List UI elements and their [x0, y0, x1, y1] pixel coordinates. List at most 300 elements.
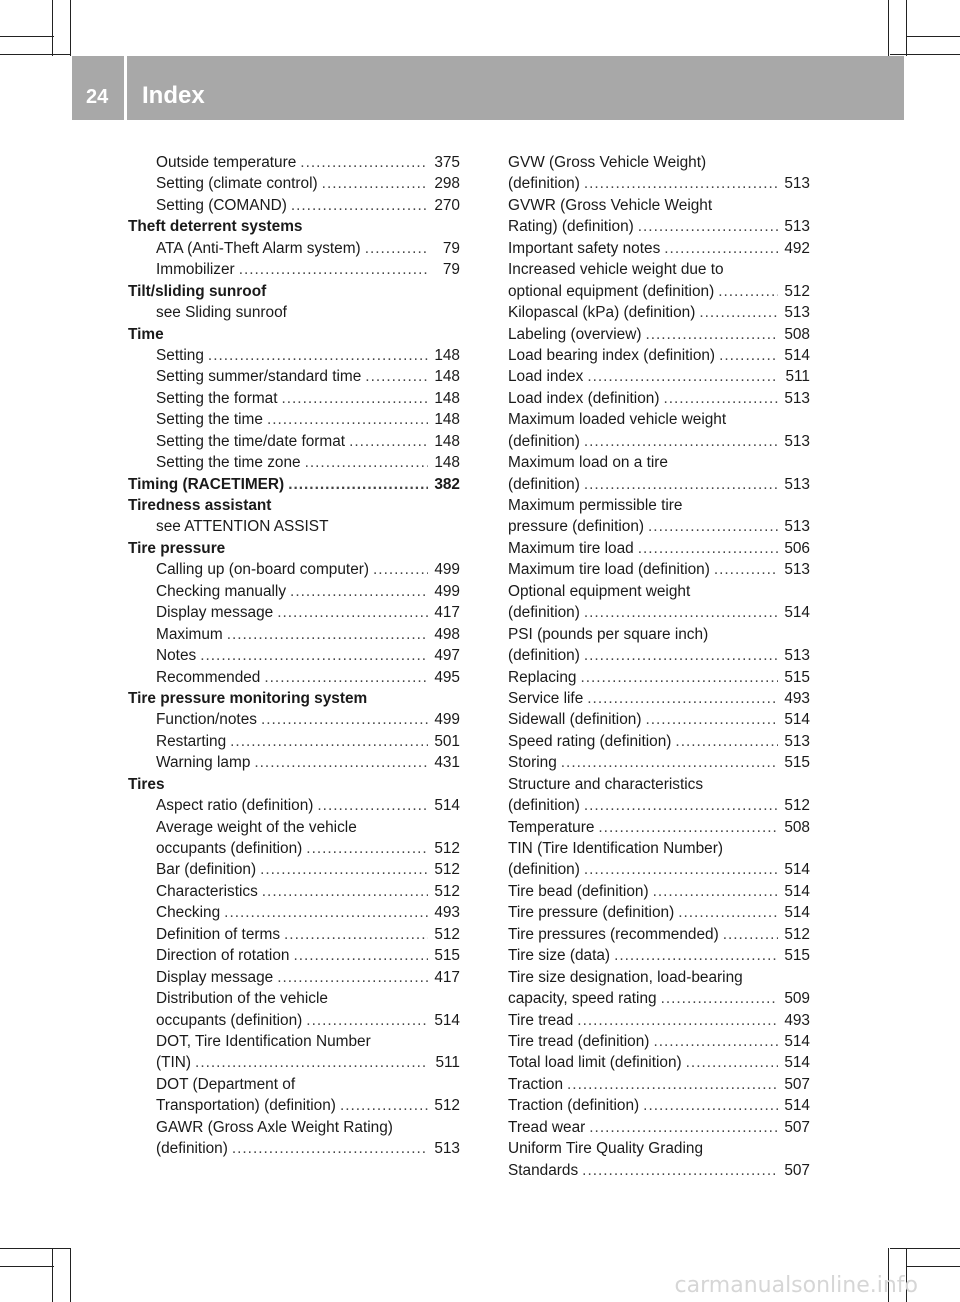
entry-text: Standards: [508, 1161, 579, 1179]
entry-text: (definition): [156, 1140, 228, 1158]
entry-page-number: 515: [784, 668, 810, 686]
entry-page-number: 499: [434, 561, 460, 579]
entry-text: Sidewall (definition): [508, 711, 642, 729]
dot-leader: [653, 881, 778, 902]
entry-text: Storing: [508, 754, 557, 772]
entry-page-number: 513: [784, 732, 810, 750]
dot-leader: [290, 581, 428, 602]
index-entry: [508, 731, 810, 752]
entry-page-number: 514: [784, 861, 810, 879]
entry-page-number: 507: [784, 1075, 810, 1093]
dot-leader: [224, 902, 428, 923]
index-entry: [508, 881, 810, 902]
entry-text: Load index: [508, 368, 584, 386]
entry-text: ATA (Anti-Theft Alarm system): [156, 239, 361, 257]
dot-leader: [584, 431, 778, 452]
dot-leader: [643, 1095, 778, 1116]
entry-text: Maximum tire load: [508, 539, 634, 557]
dot-leader: [260, 859, 428, 880]
dot-leader: [365, 238, 428, 259]
entry-text: Timing (RACETIMER): [128, 475, 285, 493]
entry-text: (definition): [508, 604, 580, 622]
entry-text: Setting the time/date format: [156, 432, 346, 450]
entry-text: pressure (definition): [508, 518, 645, 536]
entry-page-number: 512: [434, 1097, 460, 1115]
entry-page-number: 148: [434, 432, 460, 450]
entry-text: Temperature: [508, 818, 595, 836]
entry-page-number: 513: [784, 518, 810, 536]
entry-text: Tire size (data): [508, 947, 611, 965]
index-entry: [508, 173, 810, 194]
dot-leader: [365, 366, 428, 387]
dot-leader: [195, 1052, 428, 1073]
dot-leader: [373, 559, 428, 580]
entry-page-number: 513: [784, 304, 810, 322]
index-entry: Average weight of the vehicle: [156, 818, 357, 836]
dot-leader: [300, 152, 428, 173]
index-entry: Maximum load on a tire: [508, 454, 668, 472]
crop-mark: [0, 54, 70, 55]
entry-text: Tire tread (definition): [508, 1032, 650, 1050]
entry-page-number: 499: [434, 582, 460, 600]
dot-leader: [264, 667, 428, 688]
entry-text: Checking: [156, 904, 221, 922]
entry-text: Maximum tire load (definition): [508, 561, 710, 579]
dot-leader: [723, 924, 778, 945]
index-entry: [508, 752, 810, 773]
index-entry: [128, 1052, 460, 1073]
index-entry: [508, 945, 810, 966]
index-entry: Distribution of the vehicle: [156, 990, 328, 1008]
dot-leader: [200, 645, 428, 666]
entry-text: Warning lamp: [156, 754, 251, 772]
entry-text: Setting: [156, 346, 204, 364]
index-entry: [508, 988, 810, 1009]
index-entry: [128, 945, 460, 966]
dot-leader: [577, 1010, 778, 1031]
entry-page-number: 497: [434, 647, 460, 665]
entry-text: Tire pressure (definition): [508, 904, 675, 922]
dot-leader: [587, 366, 778, 387]
entry-page-number: 513: [784, 647, 810, 665]
dot-leader: [262, 881, 428, 902]
index-entry: [508, 709, 810, 730]
entry-text: Function/notes: [156, 711, 257, 729]
index-entry: GVW (Gross Vehicle Weight): [508, 154, 707, 171]
dot-leader: [648, 516, 778, 537]
entry-page-number: 514: [784, 1097, 810, 1115]
dot-leader: [293, 945, 428, 966]
index-entry: [508, 1074, 810, 1095]
entry-page-number: 148: [434, 346, 460, 364]
index-entry: [128, 602, 460, 623]
entry-page-number: 148: [434, 411, 460, 429]
entry-text: Replacing: [508, 668, 577, 686]
index-entry: [508, 688, 810, 709]
crop-mark: [70, 0, 71, 56]
entry-text: Setting (climate control): [156, 175, 318, 193]
dot-leader: [227, 624, 428, 645]
index-entry: [508, 1052, 810, 1073]
entry-page-number: 515: [784, 754, 810, 772]
entry-page-number: 513: [784, 175, 810, 193]
index-entry: Increased vehicle weight due to: [508, 261, 724, 279]
index-entry: [128, 645, 460, 666]
index-entry: [128, 581, 460, 602]
index-entry: [508, 667, 810, 688]
index-entry: [508, 516, 810, 537]
entry-text: Important safety notes: [508, 239, 661, 257]
entry-page-number: 512: [784, 797, 810, 815]
index-column-left: [128, 152, 460, 1160]
index-column-right: [508, 152, 810, 1181]
entry-text: Traction: [508, 1075, 564, 1093]
index-entry: [508, 324, 810, 345]
index-entry: [508, 281, 810, 302]
index-entry: [508, 795, 810, 816]
section-title: Index: [142, 82, 205, 109]
entry-page-number: 382: [434, 475, 460, 493]
index-entry: DOT, Tire Identification Number: [156, 1032, 371, 1050]
index-entry: see ATTENTION ASSIST: [156, 518, 329, 536]
entry-text: (definition): [508, 797, 580, 815]
entry-text: Direction of rotation: [156, 947, 290, 965]
entry-text: (TIN): [156, 1054, 192, 1072]
crop-mark: [888, 0, 889, 56]
dot-leader: [284, 924, 428, 945]
page-number: 24: [86, 86, 109, 108]
dot-leader: [584, 474, 778, 495]
entry-text: Calling up (on-board computer): [156, 561, 370, 579]
entry-page-number: 417: [434, 968, 460, 986]
entry-page-number: 511: [435, 1054, 460, 1072]
entry-page-number: 514: [434, 1011, 460, 1029]
index-entry: TIN (Tire Identification Number): [508, 840, 723, 857]
entry-text: Rating) (definition): [508, 218, 634, 236]
index-entry: [128, 709, 460, 730]
entry-page-number: 79: [442, 239, 460, 257]
dot-leader: [261, 709, 428, 730]
entry-page-number: 493: [784, 689, 810, 707]
entry-text: (definition): [508, 647, 580, 665]
index-entry: [128, 195, 460, 216]
dot-leader: [317, 795, 428, 816]
dot-leader: [584, 859, 778, 880]
index-entry: [508, 817, 810, 838]
index-heading: Tire pressure monitoring system: [128, 689, 368, 707]
index-entry: [128, 388, 460, 409]
entry-text: Setting the time zone: [156, 454, 301, 472]
dot-leader: [582, 1160, 778, 1181]
entry-page-number: 513: [784, 475, 810, 493]
dot-leader: [614, 945, 778, 966]
entry-text: Notes: [156, 647, 197, 665]
entry-text: Total load limit (definition): [508, 1054, 682, 1072]
dot-leader: [239, 259, 428, 280]
entry-text: Tire tread: [508, 1011, 574, 1029]
dot-leader: [349, 431, 428, 452]
entry-text: Characteristics: [156, 882, 258, 900]
index-entry: [128, 859, 460, 880]
crop-mark: [52, 0, 53, 56]
entry-page-number: 501: [434, 732, 460, 750]
dot-leader: [267, 409, 428, 430]
crop-mark: [0, 36, 54, 37]
dot-leader: [686, 1052, 778, 1073]
index-entry: [128, 924, 460, 945]
entry-text: Maximum: [156, 625, 223, 643]
entry-text: Definition of terms: [156, 925, 281, 943]
index-entry: [128, 409, 460, 430]
index-entry: Structure and characteristics: [508, 775, 704, 793]
entry-text: Bar (definition): [156, 861, 257, 879]
entry-text: Speed rating (definition): [508, 732, 672, 750]
dot-leader: [306, 838, 428, 859]
entry-text: optional equipment (definition): [508, 282, 715, 300]
entry-text: Restarting: [156, 732, 227, 750]
entry-page-number: 512: [434, 925, 460, 943]
entry-text: Tire bead (definition): [508, 882, 649, 900]
dot-leader: [322, 173, 428, 194]
entry-text: Aspect ratio (definition): [156, 797, 314, 815]
entry-page-number: 514: [434, 797, 460, 815]
dot-leader: [580, 667, 778, 688]
entry-page-number: 417: [434, 604, 460, 622]
dot-leader: [305, 452, 428, 473]
dot-leader: [675, 731, 778, 752]
dot-leader: [589, 1117, 778, 1138]
entry-page-number: 79: [442, 261, 460, 279]
entry-page-number: 514: [784, 1054, 810, 1072]
entry-text: Service life: [508, 689, 584, 707]
entry-page-number: 515: [784, 947, 810, 965]
index-entry: [128, 345, 460, 366]
index-entry: [128, 173, 460, 194]
index-entry: GVWR (Gross Vehicle Weight: [508, 196, 713, 214]
index-entry: [508, 559, 810, 580]
index-entry: [508, 924, 810, 945]
entry-page-number: 514: [784, 904, 810, 922]
header-divider: [124, 56, 127, 120]
crop-mark: [52, 1248, 53, 1302]
dot-leader: [208, 345, 428, 366]
index-entry: Tire size designation, load-bearing: [508, 968, 743, 986]
dot-leader: [230, 731, 428, 752]
entry-page-number: 513: [784, 561, 810, 579]
dot-leader: [718, 281, 778, 302]
index-entry: [508, 1010, 810, 1031]
entry-text: Setting summer/standard time: [156, 368, 362, 386]
index-entry: [128, 1095, 460, 1116]
index-entry: [508, 302, 810, 323]
entry-page-number: 492: [784, 239, 810, 257]
index-entry: GAWR (Gross Axle Weight Rating): [156, 1118, 393, 1136]
entry-text: Tire pressures (recommended): [508, 925, 719, 943]
entry-text: Setting the time: [156, 411, 263, 429]
index-entry: [508, 474, 810, 495]
index-entry: Uniform Tire Quality Grading: [508, 1140, 704, 1158]
dot-leader: [340, 1095, 428, 1116]
dot-leader: [638, 538, 778, 559]
index-entry: [508, 645, 810, 666]
index-entry: Maximum loaded vehicle weight: [508, 411, 727, 429]
index-entry: [128, 881, 460, 902]
index-entry: [128, 967, 460, 988]
entry-text: Tread wear: [508, 1118, 586, 1136]
entry-text: (definition): [508, 432, 580, 450]
dot-leader: [587, 688, 778, 709]
index-entry: [128, 431, 460, 452]
entry-page-number: 514: [784, 882, 810, 900]
entry-text: occupants (definition): [156, 1011, 303, 1029]
index-entry: [508, 538, 810, 559]
index-heading: Tilt/sliding sunroof: [128, 282, 267, 300]
entry-text: Display message: [156, 968, 274, 986]
dot-leader: [281, 388, 428, 409]
dot-leader: [277, 967, 428, 988]
dot-leader: [584, 602, 778, 623]
entry-page-number: 375: [434, 154, 460, 171]
index-entry: [128, 1010, 460, 1031]
crop-mark: [906, 1266, 960, 1267]
entry-text: Setting the format: [156, 389, 278, 407]
dot-leader: [638, 216, 778, 237]
entry-text: Setting (COMAND): [156, 196, 287, 214]
index-entry: [128, 667, 460, 688]
entry-text: Labeling (overview): [508, 325, 642, 343]
entry-page-number: 270: [434, 196, 460, 214]
entry-page-number: 431: [434, 754, 460, 772]
entry-page-number: 514: [784, 346, 810, 364]
index-entry: [128, 624, 460, 645]
entry-page-number: 495: [434, 668, 460, 686]
entry-page-number: 509: [784, 990, 810, 1008]
dot-leader: [254, 752, 428, 773]
dot-leader: [714, 559, 778, 580]
index-entry: Optional equipment weight: [508, 582, 691, 600]
index-entry: [508, 1160, 810, 1181]
entry-page-number: 493: [434, 904, 460, 922]
entry-text: capacity, speed rating: [508, 990, 657, 1008]
index-entry: [508, 366, 810, 387]
crop-mark: [890, 54, 960, 55]
entry-page-number: 513: [784, 389, 810, 407]
index-entry: [508, 902, 810, 923]
dot-leader: [699, 302, 778, 323]
index-entry: [128, 752, 460, 773]
index-entry: [508, 345, 810, 366]
index-entry: PSI (pounds per square inch): [508, 625, 709, 643]
entry-page-number: 512: [784, 925, 810, 943]
index-entry: [128, 452, 460, 473]
dot-leader: [598, 817, 778, 838]
dot-leader: [232, 1138, 428, 1159]
watermark: carmanualsonline.info: [674, 1273, 918, 1298]
dot-leader: [288, 474, 428, 495]
index-entry: [128, 902, 460, 923]
entry-page-number: 148: [434, 454, 460, 472]
entry-text: Load bearing index (definition): [508, 346, 716, 364]
entry-page-number: 506: [784, 539, 810, 557]
entry-page-number: 512: [434, 882, 460, 900]
entry-text: (definition): [508, 175, 580, 193]
index-heading: Tire pressure: [128, 539, 226, 557]
entry-text: Transportation) (definition): [156, 1097, 336, 1115]
entry-page-number: 507: [784, 1161, 810, 1179]
index-entry: [128, 559, 460, 580]
index-entry: Maximum permissible tire: [508, 497, 683, 514]
dot-leader: [584, 173, 778, 194]
entry-text: Load index (definition): [508, 389, 660, 407]
index-entry: [508, 1117, 810, 1138]
index-entry: [128, 152, 460, 173]
index-entry: [128, 259, 460, 280]
dot-leader: [567, 1074, 778, 1095]
dot-leader: [277, 602, 428, 623]
entry-page-number: 508: [784, 818, 810, 836]
dot-leader: [719, 345, 778, 366]
index-entry: DOT (Department of: [156, 1075, 296, 1093]
entry-text: Immobilizer: [156, 261, 235, 279]
index-entry: [508, 1095, 810, 1116]
entry-text: (definition): [508, 475, 580, 493]
dot-leader: [584, 795, 778, 816]
index-entry: [128, 366, 460, 387]
crop-mark: [906, 0, 907, 56]
entry-page-number: 508: [784, 325, 810, 343]
entry-text: occupants (definition): [156, 840, 303, 857]
entry-text: Recommended: [156, 668, 261, 686]
entry-page-number: 498: [434, 625, 460, 643]
crop-mark: [890, 1248, 960, 1249]
index-heading: Time: [128, 325, 164, 343]
entry-page-number: 499: [434, 711, 460, 729]
entry-text: (definition): [508, 861, 580, 879]
crop-mark: [70, 1248, 71, 1302]
index-entry: [508, 602, 810, 623]
entry-page-number: 507: [784, 1118, 810, 1136]
index-entry: [128, 795, 460, 816]
crop-mark: [0, 1248, 70, 1249]
entry-page-number: 513: [434, 1140, 460, 1158]
index-entry: [508, 431, 810, 452]
index-entry: [508, 216, 810, 237]
index-heading: Theft deterrent systems: [128, 218, 303, 236]
entry-page-number: 512: [434, 840, 460, 857]
entry-text: Kilopascal (kPa) (definition): [508, 304, 696, 322]
entry-page-number: 514: [784, 1032, 810, 1050]
entry-page-number: 513: [784, 432, 810, 450]
entry-page-number: 512: [784, 282, 810, 300]
entry-page-number: 493: [784, 1011, 810, 1029]
entry-page-number: 298: [434, 175, 460, 193]
entry-page-number: 512: [434, 861, 460, 879]
index-heading: Tires: [128, 775, 165, 793]
entry-page-number: 148: [434, 368, 460, 386]
index-entry: [508, 238, 810, 259]
entry-text: Outside temperature: [156, 154, 297, 171]
crop-mark: [0, 1266, 54, 1267]
entry-page-number: 514: [784, 711, 810, 729]
dot-leader: [306, 1010, 428, 1031]
crop-mark: [906, 36, 960, 37]
entry-page-number: 511: [785, 368, 810, 386]
index-entry: [508, 388, 810, 409]
dot-leader: [678, 902, 778, 923]
entry-text: Display message: [156, 604, 274, 622]
index-entry: [128, 838, 460, 859]
dot-leader: [645, 324, 778, 345]
